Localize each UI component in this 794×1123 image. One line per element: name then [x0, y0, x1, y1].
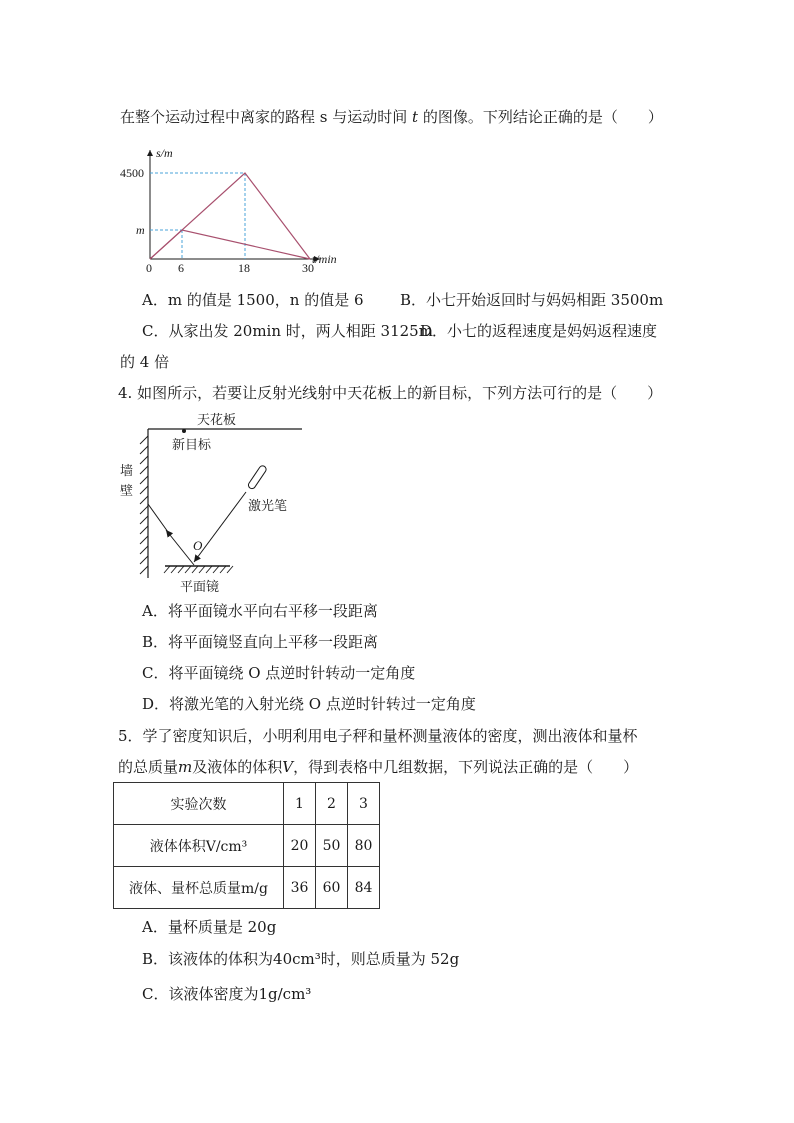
q5-stem-line-2 [118, 757, 638, 777]
table-cell: 1 [284, 783, 316, 825]
table-cell: 2 [316, 783, 348, 825]
q4-option-b: B．将平面镜竖直向上平移一段距离 [142, 633, 379, 651]
q4-wall-label-2: 壁 [120, 483, 134, 498]
q4-option-d: D．将激光笔的入射光绕 O 点逆时针转过一定角度 [142, 695, 476, 713]
q3-option-b: B．小七开始返回时与妈妈相距 3500m [400, 291, 664, 309]
table-cell: 20 [284, 825, 316, 867]
q5-stem-2a: 的总质量 [118, 758, 179, 776]
q4-mirror-label: 平面镜 [180, 579, 220, 594]
q5-option-a: A．量杯质量是 20g [142, 918, 277, 936]
q4-point-o-label: O [193, 538, 203, 553]
q4-ceiling-label: 天花板 [197, 412, 237, 427]
table-row [114, 825, 380, 867]
table-cell: 3 [348, 783, 380, 825]
q5-stem-line-1: 5．学了密度知识后，小明利用电子秤和量杯测量液体的密度，测出液体和量杯 [118, 727, 638, 745]
q4-laser-label: 激光笔 [248, 498, 288, 513]
table-cell: 36 [284, 867, 316, 909]
q3-x-axis-label: t/min [312, 252, 337, 266]
q3-xtick-30: 30 [302, 261, 314, 275]
table-cell: 50 [316, 825, 348, 867]
q4-option-c: C．将平面镜绕 O 点逆时针转动一定角度 [142, 664, 416, 682]
q3-intro-t: t [412, 108, 419, 126]
table-row [114, 783, 380, 825]
q3-option-d: D．小七的返程速度是妈妈返程速度 [420, 322, 658, 340]
q4-option-a: A．将平面镜水平向右平移一段距离 [142, 602, 378, 620]
q5-stem-2m: m [178, 758, 193, 776]
q5-data-table [113, 782, 380, 909]
q5-stem-2c: ，得到表格中几组数据，下列说法正确的是（ ） [293, 758, 639, 776]
q3-xtick-6: 6 [178, 261, 184, 275]
q5-option-c: C．该液体密度为1g/cm³ [142, 985, 312, 1003]
q3-xtick-18: 18 [238, 261, 250, 275]
q4-reflected-ray-1 [166, 530, 194, 565]
table-row [114, 867, 380, 909]
table-header-cell: 液体体积V/cm³ [114, 825, 284, 867]
table-cell: 80 [348, 825, 380, 867]
q3-ytick-4500: 4500 [120, 166, 144, 180]
q3-option-a: A．m 的值是 1500，n 的值是 6 [142, 291, 364, 309]
q3-y-axis-label: s/m [156, 146, 173, 160]
q4-wall-label-1: 墙 [120, 463, 134, 478]
table-header-cell: 实验次数 [114, 783, 284, 825]
table-cell: 84 [348, 867, 380, 909]
q3-option-d-cont: 的 4 倍 [120, 353, 170, 371]
q3-intro-b: 的图像。下列结论正确的是（ ） [418, 108, 663, 126]
q4-mirror-hatch [164, 566, 233, 573]
q3-intro-a: 在整个运动过程中离家的路程 s 与运动时间 [120, 108, 413, 126]
q5-stem-2v: V [282, 758, 294, 776]
q4-wall-hatch [140, 436, 148, 574]
q4-laser-pen-icon [247, 464, 267, 489]
q3-option-c: C．从家出发 20min 时，两人相距 3125m [142, 322, 433, 340]
q5-option-b: B．该液体的体积为40cm³时，则总质量为 52g [142, 950, 460, 968]
table-header-cell: 液体、量杯总质量m/g [114, 867, 284, 909]
table-cell: 60 [316, 867, 348, 909]
q4-target-dot [182, 429, 186, 433]
q3-xtick-0: 0 [146, 261, 152, 275]
q4-reflected-ray-2 [148, 504, 168, 532]
q3-ytick-m: m [136, 223, 145, 237]
q5-stem-2b: 及液体的体积 [192, 758, 283, 776]
q4-stem: 4. 如图所示，若要让反射光线射中天花板上的新目标，下列方法可行的是（ ） [118, 384, 663, 402]
q4-target-label: 新目标 [172, 437, 212, 452]
